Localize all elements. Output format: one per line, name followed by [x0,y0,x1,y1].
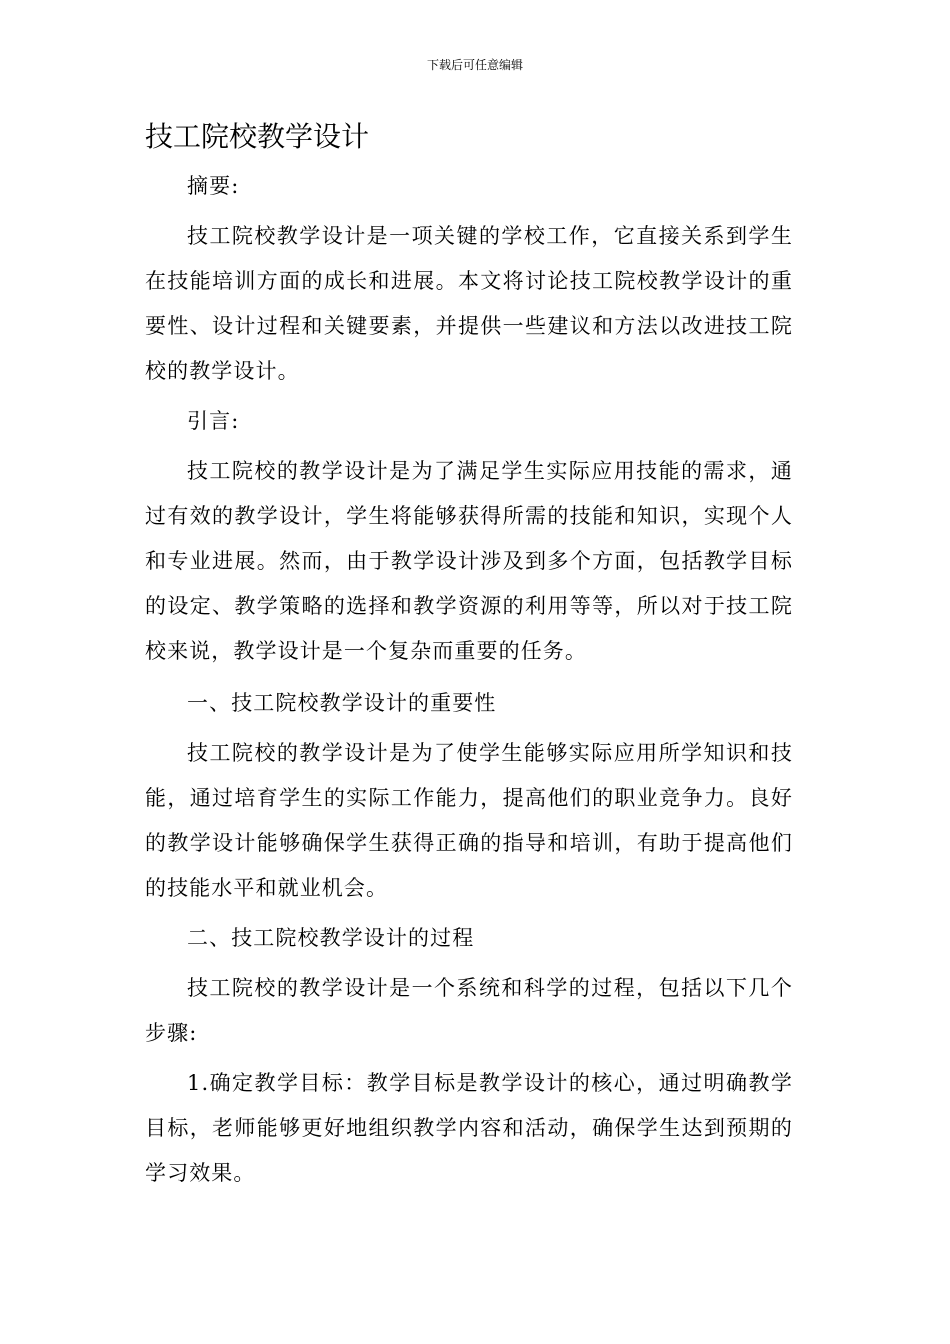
intro-label: 引言: [187,409,240,433]
step1-paragraph: 1.确定教学目标：教学目标是教学设计的核心，通过明确教学目标，老师能够更好地组织教学内容和活动，确保学生达到预期的学习效果。 [145,1071,793,1185]
section2-paragraph: 技工院校的教学设计是一个系统和科学的过程，包括以下几个步骤: [145,976,793,1045]
section2-heading: 二、技工院校教学设计的过程 [187,926,475,950]
document-body [145,164,793,1196]
section1-paragraph: 技工院校的教学设计是为了使学生能够实际应用所学知识和技能，通过培育学生的实际工作能力，提高他们的职业竞争力。良好的教学设计能够确保学生获得正确的指导和培训，有助于提高他们的技能水平和就业机会。 [145,741,793,900]
abstract-label: 摘要: [187,174,240,198]
abstract-paragraph: 技工院校教学设计是一项关键的学校工作，它直接关系到学生在技能培训方面的成长和进展。本文将讨论技工院校教学设计的重要性、设计过程和关键要素，并提供一些建议和方法以改进技工院校的教学设计。 [145,224,793,383]
section1-heading: 一、技工院校教学设计的重要性 [187,691,497,715]
header-note: 下载后可任意编辑 [426,58,523,72]
intro-paragraph: 技工院校的教学设计是为了满足学生实际应用技能的需求，通过有效的教学设计，学生将能够获得所需的技能和知识，实现个人和专业进展。然而，由于教学设计涉及到多个方面，包括教学目标的设定、教学策略的选择和教学资源的利用等等，所以对于技工院校来说，教学设计是一个复杂而重要的任务。 [145,459,793,663]
document-title: 技工院校教学设计 [145,120,370,153]
